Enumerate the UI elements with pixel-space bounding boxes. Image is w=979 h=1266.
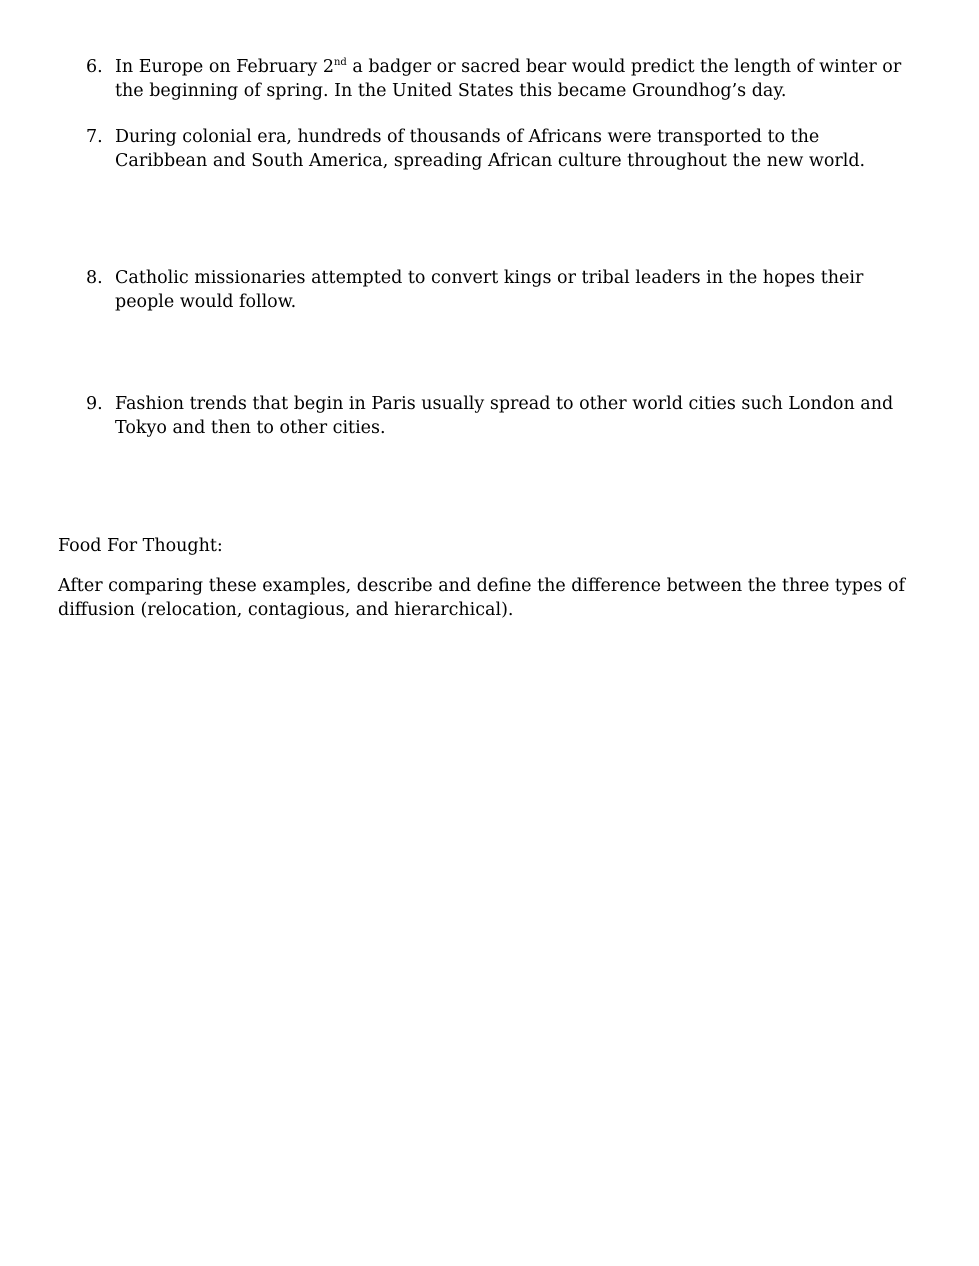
list-item-text: Fashion trends that begin in Paris usually spread to other world cities such London and Tokyo and then to other cities.	[115, 394, 894, 438]
text-before-superscript: In Europe on February 2	[115, 57, 334, 77]
list-number: 7.	[86, 127, 103, 147]
list-number: 8.	[86, 268, 103, 288]
list-item-8	[86, 267, 916, 314]
list-number: 6.	[86, 57, 103, 77]
list-item-text: During colonial era, hundreds of thousands of Africans were transported to the Caribbean and South America, spreading African culture throughout the new world.	[115, 127, 866, 171]
list-item-6	[86, 56, 916, 103]
list-item-text: Catholic missionaries attempted to convert kings or tribal leaders in the hopes their people would follow.	[115, 268, 864, 312]
food-for-thought-heading: Food For Thought:	[58, 536, 223, 556]
food-for-thought-prompt: After comparing these examples, describe and define the difference between the three types of diffusion (relocation, contagious, and hierarchical).	[58, 576, 905, 620]
list-item-text	[115, 56, 916, 103]
list-number: 9.	[86, 394, 103, 414]
ordinal-superscript: nd	[333, 57, 347, 68]
list-item-7	[86, 126, 916, 173]
list-item-9	[86, 393, 916, 440]
text-after-superscript: a badger or sacred bear would predict the length of winter or the beginning of spring. In the United States this became Groundhog’s day.	[115, 57, 902, 101]
